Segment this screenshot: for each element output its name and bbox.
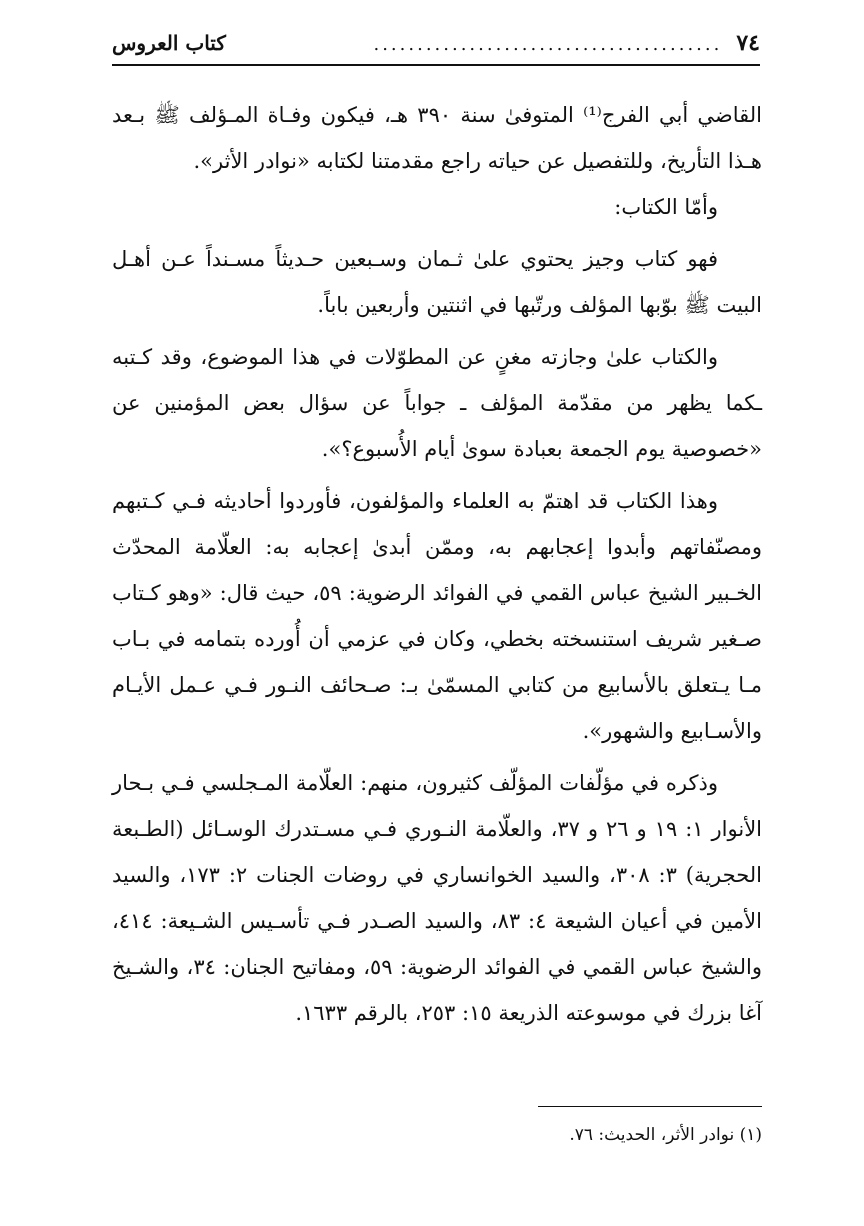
footnote: (١) نوادر الأثر، الحديث: ٧٦. xyxy=(569,1125,762,1145)
main-text xyxy=(112,92,762,1036)
running-header xyxy=(112,30,760,66)
header-leader-dots: ........................................ xyxy=(373,36,723,54)
paragraph-book-description: فهو كتاب وجيز يحتوي علىٰ ثـمان وسـبعين حـديثاً مسـنداً عـن أهـل البيت ﷺ بوّبها المؤلف ورتّبها في اثنتين وأربعين باباً. xyxy=(112,247,762,317)
paragraph-book-purpose: والكتاب علىٰ وجازته مغنٍ عن المطوّلات في هذا الموضوع، وقد كـتبه ـكما يظهر من مقدّمة المؤلف ـ جواباً عن سؤال بعض المؤمنين عن «خصوصية يوم الجمعة بعبادة سوىٰ أيام الأُسبوع؟». xyxy=(112,345,762,461)
paragraph-author-death: القاضي أبي الفرج⁽¹⁾ المتوفىٰ سنة ٣٩٠ هـ، فيكون وفـاة المـؤلف ﷺ بـعد هـذا التأريخ، وللتفصيل عن حياته راجع مقدمتنا لكتابه «نوادر الأثر». xyxy=(112,103,763,173)
paragraph-citations: وذكره في مؤلّفات المؤلّف كثيرون، منهم: العلّامة المـجلسي فـي بـحار الأنوار ١: ١٩ و ٢٦ و ٣٧، والعلّامة النـوري فـي مسـتدرك الوسـائل (الطـبعة الحجرية) ٣: ٣٠٨، والسيد الخوانساري في روضات الجنات ٢: ١٧٣، والسيد الأمين في أعيان الشيعة ٤: ٨٣، والسيد الصـدر فـي تأسـيس الشـيعة: ٤١٤، والشيخ عباس القمي في الفوائد الرضوية: ٥٩، ومفاتيح الجنان: ٣٤، والشـيخ آغا بزرك في موسوعته الذريعة ١٥: ٢٥٣، بالرقم ١٦٣٣. xyxy=(112,771,763,1025)
paragraph-about-book-heading: وأمّا الكتاب: xyxy=(614,195,718,219)
page-number: ٧٤ xyxy=(736,30,760,56)
running-title: كتاب العروس xyxy=(112,31,226,55)
paragraph-scholars-praise: وهذا الكتاب قد اهتمّ به العلماء والمؤلفون، فأوردوا أحاديثه فـي كـتبهم ومصنّفاتهم وأبدوا إعجابهم به، وممّن أبدىٰ إعجابه به: العلّامة المحدّث الخـبير الشيخ عباس القمي في الفوائد الرضوية: ٥٩، حيث قال: «وهو كـتاب صـغير شريف استنسخته بخطي، وكان في عزمي أن أُورده بتمامه في بـاب مـا يـتعلق بالأسابيع من كتابي المسمّىٰ بـ: صـحائف النـور فـي عـمل الأيـام والأسـابيع والشهور». xyxy=(112,489,762,743)
footnote-separator xyxy=(538,1106,762,1107)
